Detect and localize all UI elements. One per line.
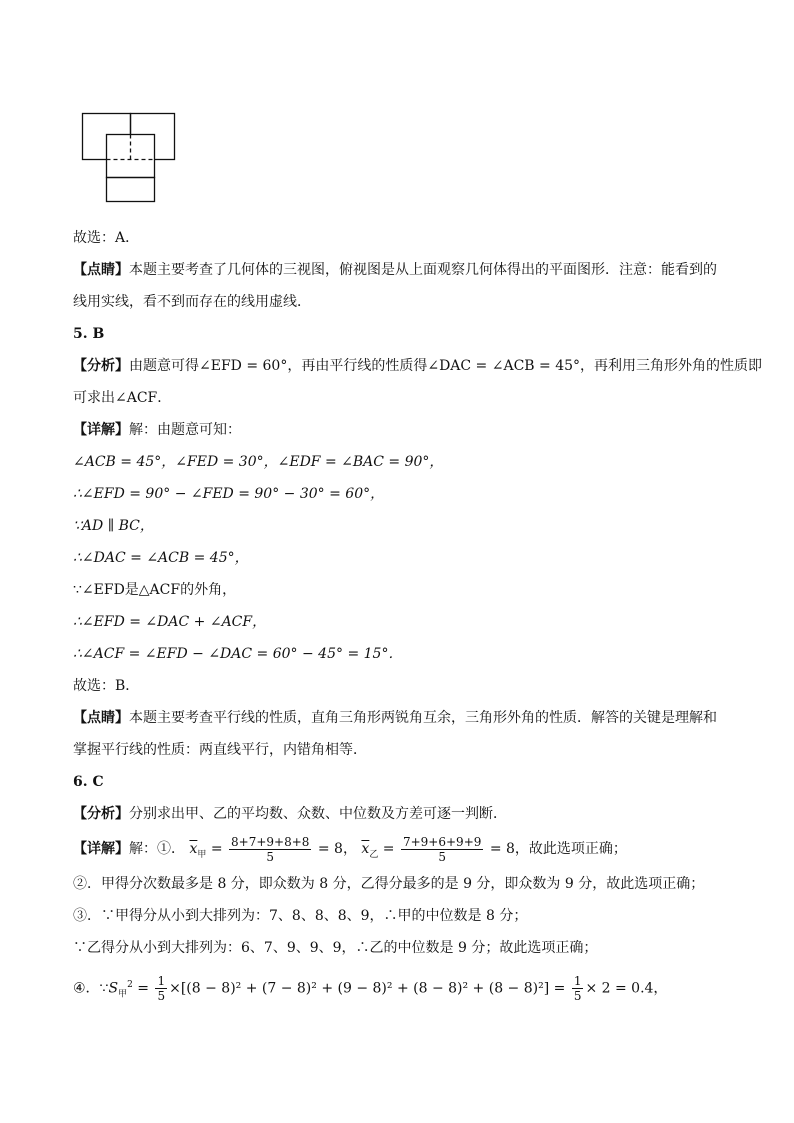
q5-step-1: ∠ACB = 45°，∠FED = 30°，∠EDF = ∠BAC = 90°， [73, 454, 444, 470]
q5-step-7: ∴∠ACF = ∠EFD − ∠DAC = 60° − 45° = 15°． [73, 646, 403, 662]
q6-line-2: ②．甲得分次数最多是 8 分，即众数为 8 分，乙得分最多的是 9 分，即众数为 9 分，故此选项正确； [73, 876, 705, 892]
answer-line-q5: 故选：B． [73, 678, 140, 694]
variance-body: ×[(8 − 8)² + (7 − 8)² + (9 − 8)² + (8 − 8)² + (8 − 8)²] = [169, 980, 566, 997]
comment-tag: 【点睛】 [73, 710, 129, 726]
variance-coefficient [155, 974, 167, 1003]
question-5-heading: 5. B [73, 326, 105, 342]
question-6-heading: 6. C [73, 774, 104, 790]
comment-text: 本题主要考查了几何体的三视图，俯视图是从上面观察几何体得出的平面图形．注意：能看到的 [129, 262, 717, 278]
q5-detail-line [73, 420, 723, 440]
figure-bottom-rect [107, 178, 155, 202]
detail-intro: 解：由题意可知： [129, 422, 241, 438]
three-view-figure [80, 112, 180, 204]
analysis-tag: 【分析】 [73, 806, 129, 822]
variance-superscript: 2 [127, 980, 133, 990]
mean-yi-fraction [401, 835, 483, 864]
variance-coef-numerator: 1 [157, 974, 166, 989]
variance-coef2-denominator: 5 [573, 989, 582, 1004]
q5-step-6: ∴∠EFD = ∠DAC + ∠ACF， [73, 614, 267, 630]
detail-intro: 解：①． [129, 841, 185, 857]
variance-equals: = [137, 980, 149, 997]
variance-coef2-numerator: 1 [573, 974, 582, 989]
mean-jia-fraction [229, 835, 311, 864]
q6-analysis-line [73, 804, 723, 824]
detail-tag: 【详解】 [73, 841, 129, 857]
q5-step-3: ∵AD ∥ BC， [73, 518, 154, 534]
q5-comment-line2: 掌握平行线的性质：两直线平行，内错角相等． [73, 742, 367, 758]
q5-comment-line1 [73, 708, 723, 728]
variance-tail: × 2 = 0.4， [585, 980, 668, 997]
comment-text: 本题主要考查平行线的性质，直角三角形两锐角互余，三角形外角的性质．解答的关键是理解和 [129, 710, 717, 726]
variance-coef-denominator: 5 [157, 989, 166, 1004]
variance-coefficient-2 [572, 974, 584, 1003]
answer-line-q4: 故选：A． [73, 230, 140, 246]
analysis-tag: 【分析】 [73, 358, 129, 374]
mean-jia-subscript: 甲 [197, 849, 207, 860]
analysis-text: 分别求出甲、乙的平均数、众数、中位数及方差可逐一判断． [129, 806, 507, 822]
mean-yi-symbol: $\overline{x}$ [361, 841, 370, 857]
mean-yi-numerator: 7+9+6+9+9 [402, 834, 482, 849]
mean-yi-result: = 8，故此选项正确； [489, 841, 627, 857]
q5-step-5: ∵∠EFD是△ACF的外角， [73, 582, 237, 598]
variance-symbol: S [108, 980, 119, 997]
q6-line-4: ∵乙得分从小到大排列为：6、7、9、9、9，∴乙的中位数是 9 分；故此选项正确； [73, 940, 598, 956]
comment-q4-line2: 线用实线，看不到而存在的线用虚线． [73, 294, 311, 310]
comment-tag: 【点睛】 [73, 262, 129, 278]
mean-yi-denominator: 5 [438, 849, 446, 864]
comment-q4-line1 [73, 260, 723, 280]
mean-jia-result: = 8， [317, 841, 357, 857]
q5-analysis-line1 [73, 356, 763, 376]
mean-yi-subscript: 乙 [369, 849, 379, 860]
q6-mean-line: 【详解】解：①． $\overline{x}_甲$ = $\frac{8+7+9+8+8}{5}$ = 8， $\overline{x}_乙$ = $\frac{7+9+6+9+9}{5}$ = 8，故此选项正确； [73, 834, 627, 864]
mean-jia-denominator: 5 [266, 849, 275, 864]
analysis-text: 由题意可得∠EFD = 60°，再由平行线的性质得∠DAC = ∠ACB = 45°，再利用三角形外角的性质即 [129, 358, 763, 374]
q5-step-2: ∴∠EFD = 90° − ∠FED = 90° − 30° = 60°， [73, 486, 385, 502]
variance-prefix: ④．∵ [73, 980, 109, 997]
q6-variance-line [73, 968, 723, 1002]
mean-jia-numerator: 8+7+9+8+8 [231, 834, 310, 849]
q5-analysis-line2: 可求出∠ACF． [73, 390, 172, 406]
q5-step-4: ∴∠DAC = ∠ACB = 45°， [73, 550, 249, 566]
detail-tag: 【详解】 [73, 422, 129, 438]
variance-subscript: 甲 [118, 989, 128, 1000]
mean-jia-symbol: $\overline{x}$ [189, 841, 198, 857]
q6-line-3: ③．∵甲得分从小到大排列为：7、8、8、8、9，∴甲的中位数是 8 分； [73, 908, 528, 924]
